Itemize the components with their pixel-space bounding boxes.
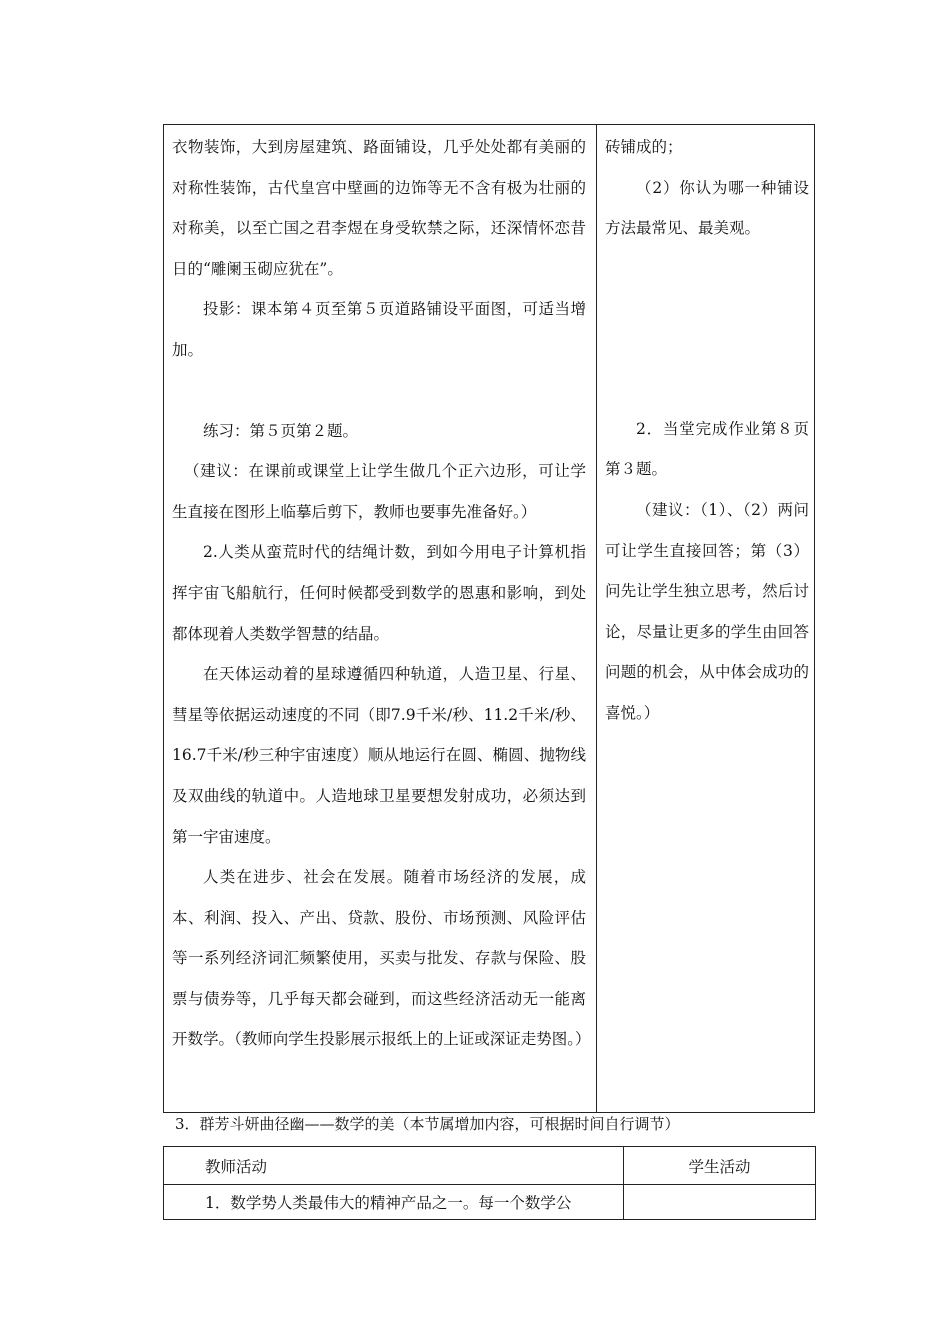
paragraph-human-math-history: 2.人类从蛮荒时代的结绳计数，到如今用电子计算机指挥宇宙飞船航行，任何时候都受到数学的恩惠和影响，到处都体现着人类数学智慧的结晶。 (172, 543, 586, 643)
paragraph-symmetry-decoration: 衣物装饰，大到房屋建筑、路面铺设，几乎处处都有美丽的对称性装饰，古代皇宫中壁画的边饰等无不含有极为壮丽的对称美，以至亡国之君李煜在身受软禁之际，还深情怀恋昔日的“雕阑玉砌应犹在”。 (172, 138, 586, 278)
header-teacher-activity: 教师活动 (164, 1147, 624, 1185)
paragraph-projection-road: 投影：课本第４页至第５页道路铺设平面图，可适当增加。 (172, 300, 586, 359)
blank-line (172, 371, 586, 411)
lesson-table-bottom (163, 1146, 816, 1220)
paragraph-brick-paving: 砖铺成的； (605, 138, 683, 156)
blank-line (605, 289, 809, 329)
paragraph-suggestion-hexagon: （建议：在课前或课堂上让学生做几个正六边形，可让学生直接在图形上临摹后剪下，教师也要事先准备好。） (172, 462, 586, 521)
table-row (164, 1185, 816, 1220)
row1-teacher-cell: 1．数学势人类最伟大的精神产品之一。每一个数学公 (164, 1185, 624, 1220)
paragraph-suggestion-answer: （建议：（1）、（2）两问可让学生直接回答；第（3）问先让学生独立思考，然后讨论，尽量让更多的学生由回答问题的机会，从中体会成功的喜悦。） (605, 500, 809, 722)
blank-line (605, 369, 809, 409)
paragraph-homework: 2．当堂完成作业第８页第３题。 (605, 419, 809, 479)
paragraph-exercise: 练习：第５页第２题。 (203, 421, 359, 440)
row1-student-cell (624, 1185, 816, 1220)
blank-line (605, 329, 809, 369)
teacher-activity-column (172, 127, 591, 1060)
paragraph-celestial-orbits: 在天体运动着的星球遵循四种轨道，人造卫星、行星、彗星等依据运动速度的不同（即7.9千米/秒、11.2千米/秒、16.7千米/秒三种宇宙速度）顺从地运行在圆、椭圆、抛物线及双曲线的轨道中。人造地球卫星要想发射成功，必须达到第一宇宙速度。 (172, 665, 586, 846)
column-divider (596, 125, 597, 1112)
header-student-activity: 学生活动 (624, 1147, 816, 1185)
student-activity-column (605, 127, 809, 734)
paragraph-question-2: （2）你认为哪一种铺设方法最常见、最美观。 (605, 178, 809, 238)
blank-line (605, 249, 809, 289)
table-header-row (164, 1147, 816, 1185)
lesson-table-top (163, 124, 815, 1113)
section-heading: 3．群芳斗妍曲径幽——数学的美（本节属增加内容，可根据时间自行调节） (175, 1115, 680, 1133)
paragraph-economy-math: 人类在进步、社会在发展。随着市场经济的发展，成本、利润、投入、产出、贷款、股份、市场预测、风险评估等一系列经济词汇频繁使用，买卖与批发、存款与保险、股票与债券等，几乎每天都会碰到，而这些经济活动无一能离开数学。（教师向学生投影展示报纸上的上证或深证走势图。） (172, 868, 591, 1049)
